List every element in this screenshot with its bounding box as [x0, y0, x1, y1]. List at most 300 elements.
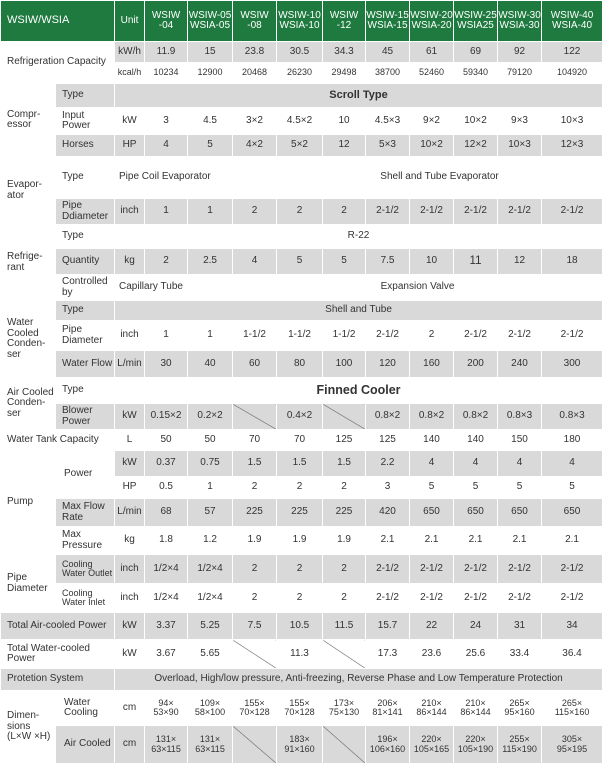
value-cell: 0.8×3 [542, 404, 602, 430]
water-condenser-flow-row [1, 351, 602, 378]
value-cell: 2 [277, 584, 323, 613]
air-condenser-blower-row [1, 404, 602, 430]
value-cell: 120 [366, 351, 410, 378]
value-cell: 1 [145, 199, 188, 225]
compressor-horses-row [1, 135, 602, 157]
value-cell: 5 [188, 135, 233, 157]
value-cell: 104920 [542, 63, 602, 84]
value-cell: 2.1 [410, 527, 454, 555]
value-cell: 11.9 [145, 42, 188, 63]
evaporator-type-a: Pipe Coil Evaporator [115, 157, 277, 199]
header-unit: Unit [115, 1, 145, 42]
empty-cell [233, 404, 277, 430]
value-cell: 300 [542, 351, 602, 378]
value-cell: 11.5 [323, 613, 366, 640]
value-cell: 1 [145, 321, 188, 351]
unit-cell: inch [115, 321, 145, 351]
value-cell: 12×3 [542, 135, 602, 157]
value-cell: 0.37 [145, 451, 188, 477]
value-cell: 240 [498, 351, 542, 378]
value-cell: 1-1/2 [277, 321, 323, 351]
row-label: Type [56, 157, 115, 199]
pump-label: Pump [1, 451, 56, 555]
row-label: Type [56, 84, 115, 108]
value-cell: 3×2 [233, 108, 277, 135]
empty-cell [323, 640, 366, 669]
value-cell: 2 [410, 321, 454, 351]
row-label: Water Cooling [56, 691, 115, 726]
row-label: Type [56, 378, 115, 404]
water-tank-row [1, 430, 602, 451]
value-cell: 1/2×4 [188, 555, 233, 584]
dim-water-row [1, 691, 602, 726]
value-cell: 5 [323, 249, 366, 275]
value-cell: 12×2 [454, 135, 498, 157]
value-cell: 3.67 [145, 640, 188, 669]
total-air-row [1, 613, 602, 640]
value-cell: 60 [233, 351, 277, 378]
value-cell: 4.5 [188, 108, 233, 135]
value-cell: 5.65 [188, 640, 233, 669]
row-label: Controlled by [56, 275, 115, 301]
evaporator-type-b: Shell and Tube Evaporator [277, 157, 602, 199]
refrigerant-type-value: R-22 [115, 225, 602, 249]
value-cell: 1.8 [145, 527, 188, 555]
value-cell: 23.6 [410, 640, 454, 669]
value-cell: 2 [323, 199, 366, 225]
value-cell: 15 [188, 42, 233, 63]
value-cell: 0.5 [145, 477, 188, 499]
unit-cell: kW [115, 613, 145, 640]
evaporator-label: Evapor-ator [1, 157, 56, 225]
refrigerant-ctrl-row [1, 275, 602, 301]
pipe-diameter-label: Pipe Diameter [1, 555, 56, 613]
value-cell: 173× 75×130 [323, 691, 366, 726]
value-cell: 33.4 [498, 640, 542, 669]
value-cell: 2 [277, 555, 323, 584]
empty-cell [323, 404, 366, 430]
value-cell: 1.9 [323, 527, 366, 555]
protection-label: Protetion System [1, 669, 115, 691]
header-model: WSIW-15 WSIA-15 [366, 1, 410, 42]
value-cell: 2-1/2 [410, 199, 454, 225]
value-cell: 4×2 [233, 135, 277, 157]
value-cell: 23.8 [233, 42, 277, 63]
value-cell: 38700 [366, 63, 410, 84]
value-cell: 1-1/2 [323, 321, 366, 351]
value-cell: 2 [323, 477, 366, 499]
air-condenser-type-row [1, 378, 602, 404]
value-cell: 0.8×3 [498, 404, 542, 430]
value-cell: 650 [498, 499, 542, 527]
row-label: Power [56, 451, 115, 499]
row-label: Type [56, 301, 115, 321]
header-model: WSIW-10 WSIA-10 [277, 1, 323, 42]
value-cell: 150 [498, 430, 542, 451]
value-cell: 1.5 [277, 451, 323, 477]
unit-cell: kW [115, 640, 145, 669]
header-model: WSIW-25 WSIA25 [454, 1, 498, 42]
value-cell: 24 [454, 613, 498, 640]
unit-cell: HP [115, 135, 145, 157]
pump-flow-row [1, 499, 602, 527]
value-cell: 30.5 [277, 42, 323, 63]
value-cell: 1/2×4 [188, 584, 233, 613]
header-model: WSIW-40 WSIA-40 [542, 1, 602, 42]
value-cell: 11.3 [277, 640, 323, 669]
row-label: Pipe Diameter [56, 321, 115, 351]
value-cell: 34.3 [323, 42, 366, 63]
value-cell: 1 [188, 199, 233, 225]
value-cell: 100 [323, 351, 366, 378]
protection-value: Overload, High/low pressure, Anti-freezing, Reverse Phase and Low Temperature Protection [115, 669, 602, 691]
compressor-label: Compr-essor [1, 84, 56, 157]
value-cell: 9×2 [410, 108, 454, 135]
value-cell: 1.2 [188, 527, 233, 555]
value-cell: 12900 [188, 63, 233, 84]
row-label: Cooling Water Outlet [56, 555, 115, 584]
value-cell: 36.4 [542, 640, 602, 669]
value-cell: 10×2 [454, 108, 498, 135]
water-condenser-type-value: Shell and Tube [115, 301, 602, 321]
value-cell: 1-1/2 [233, 321, 277, 351]
value-cell: 2 [323, 584, 366, 613]
unit-cell: kW [115, 108, 145, 135]
air-condenser-label: Air Cooled Conden-ser [1, 378, 56, 430]
value-cell: 2-1/2 [454, 321, 498, 351]
value-cell: 210× 86×144 [410, 691, 454, 726]
value-cell: 125 [366, 430, 410, 451]
value-cell: 0.8×2 [366, 404, 410, 430]
unit-cell: kW [115, 404, 145, 430]
value-cell: 200 [454, 351, 498, 378]
value-cell: 5×2 [277, 135, 323, 157]
refrigerant-type-row [1, 225, 602, 249]
value-cell: 155× 70×128 [277, 691, 323, 726]
value-cell: 1/2×4 [145, 584, 188, 613]
empty-cell [233, 726, 277, 764]
value-cell: 2-1/2 [542, 199, 602, 225]
value-cell: 2.1 [542, 527, 602, 555]
value-cell: 140 [410, 430, 454, 451]
value-cell: 0.15×2 [145, 404, 188, 430]
value-cell: 220× 105×190 [454, 726, 498, 764]
pipe-inlet-row [1, 584, 602, 613]
value-cell: 206× 81×141 [366, 691, 410, 726]
value-cell: 2-1/2 [542, 584, 602, 613]
unit-cell: kW/h [115, 42, 145, 63]
value-cell: 109× 58×100 [188, 691, 233, 726]
unit-cell: inch [115, 584, 145, 613]
unit-cell: cm [115, 691, 145, 726]
value-cell: 265× 115×160 [542, 691, 602, 726]
value-cell: 2-1/2 [498, 321, 542, 351]
value-cell: 26230 [277, 63, 323, 84]
water-condenser-pipe-row [1, 321, 602, 351]
value-cell: 0.2×2 [188, 404, 233, 430]
value-cell: 5 [410, 477, 454, 499]
value-cell: 1.9 [233, 527, 277, 555]
value-cell: 69 [454, 42, 498, 63]
value-cell: 11 [454, 249, 498, 275]
value-cell: 0.75 [188, 451, 233, 477]
value-cell: 4.5×2 [277, 108, 323, 135]
value-cell: 7.5 [366, 249, 410, 275]
value-cell: 2-1/2 [454, 584, 498, 613]
header-model: WSIW-30 WSIA-30 [498, 1, 542, 42]
value-cell: 5.25 [188, 613, 233, 640]
value-cell: 92 [498, 42, 542, 63]
value-cell: 1.9 [277, 527, 323, 555]
value-cell: 155× 70×128 [233, 691, 277, 726]
value-cell: 52460 [410, 63, 454, 84]
value-cell: 10234 [145, 63, 188, 84]
value-cell: 1/2×4 [145, 555, 188, 584]
row-label: Max Pressure [56, 527, 115, 555]
unit-cell: inch [115, 199, 145, 225]
value-cell: 7.5 [233, 613, 277, 640]
value-cell: 2 [323, 555, 366, 584]
compressor-type-value: Scroll Type [115, 84, 602, 108]
value-cell: 94× 53×90 [145, 691, 188, 726]
value-cell: 68 [145, 499, 188, 527]
value-cell: 2-1/2 [410, 555, 454, 584]
value-cell: 3.37 [145, 613, 188, 640]
value-cell: 650 [410, 499, 454, 527]
row-label: Air Cooled [56, 726, 115, 764]
value-cell: 2-1/2 [366, 199, 410, 225]
row-label: Blower Power [56, 404, 115, 430]
value-cell: 220× 105×165 [410, 726, 454, 764]
unit-cell: L [115, 430, 145, 451]
value-cell: 4 [542, 451, 602, 477]
value-cell: 0.8×2 [454, 404, 498, 430]
water-condenser-label: Water Cooled Conden-ser [1, 301, 56, 378]
empty-cell [233, 640, 277, 669]
value-cell: 0.8×2 [410, 404, 454, 430]
protection-row [1, 669, 602, 691]
value-cell: 4 [145, 135, 188, 157]
value-cell: 9×3 [498, 108, 542, 135]
value-cell: 2 [233, 477, 277, 499]
value-cell: 2.1 [454, 527, 498, 555]
total-water-row [1, 640, 602, 669]
value-cell: 79120 [498, 63, 542, 84]
refrigerant-qty-row [1, 249, 602, 275]
value-cell: 1 [188, 321, 233, 351]
value-cell: 70 [277, 430, 323, 451]
value-cell: 140 [454, 430, 498, 451]
empty-cell [323, 726, 366, 764]
unit-cell: kg [115, 527, 145, 555]
value-cell: 650 [542, 499, 602, 527]
compressor-input-row [1, 108, 602, 135]
value-cell: 420 [366, 499, 410, 527]
value-cell: 61 [410, 42, 454, 63]
value-cell: 31 [498, 613, 542, 640]
value-cell: 10×2 [410, 135, 454, 157]
value-cell: 1 [188, 477, 233, 499]
value-cell: 70 [233, 430, 277, 451]
value-cell: 5 [277, 249, 323, 275]
value-cell: 1.5 [323, 451, 366, 477]
value-cell: 30 [145, 351, 188, 378]
value-cell: 10.5 [277, 613, 323, 640]
value-cell: 122 [542, 42, 602, 63]
value-cell: 305× 95×195 [542, 726, 602, 764]
value-cell: 180 [542, 430, 602, 451]
value-cell: 50 [145, 430, 188, 451]
value-cell: 2-1/2 [498, 555, 542, 584]
value-cell: 2-1/2 [498, 584, 542, 613]
value-cell: 2 [277, 477, 323, 499]
total-air-label: Total Air-cooled Power [1, 613, 115, 640]
value-cell: 265× 95×160 [498, 691, 542, 726]
value-cell: 2 [233, 199, 277, 225]
value-cell: 196× 106×160 [366, 726, 410, 764]
row-label: Water Flow [56, 351, 115, 378]
value-cell: 2-1/2 [366, 321, 410, 351]
refrigerant-ctrl-b: Expansion Valve [233, 275, 602, 301]
value-cell: 57 [188, 499, 233, 527]
value-cell: 0.4×2 [277, 404, 323, 430]
unit-cell: HP [115, 477, 145, 499]
refrigeration-label: Refrigeration Capacity [1, 42, 115, 84]
air-condenser-type-value: Finned Cooler [115, 378, 602, 404]
value-cell: 4.5×3 [366, 108, 410, 135]
value-cell: 2 [145, 249, 188, 275]
row-label: Type [56, 225, 115, 249]
value-cell: 131× 63×115 [145, 726, 188, 764]
value-cell: 5×3 [366, 135, 410, 157]
value-cell: 2 [233, 584, 277, 613]
header-row [1, 1, 602, 42]
row-label: Max Flow Rate [56, 499, 115, 527]
value-cell: 2.1 [498, 527, 542, 555]
value-cell: 20468 [233, 63, 277, 84]
row-label: Quantity [56, 249, 115, 275]
value-cell: 225 [277, 499, 323, 527]
value-cell: 10×3 [542, 108, 602, 135]
total-water-label: Total Water-cooled Power [1, 640, 115, 669]
value-cell: 183× 91×160 [277, 726, 323, 764]
refrigeration-kw-row [1, 42, 602, 63]
header-model: WSIW-20 WSIA-20 [410, 1, 454, 42]
value-cell: 2.5 [188, 249, 233, 275]
value-cell: 5 [498, 477, 542, 499]
value-cell: 2 [233, 555, 277, 584]
dimensions-label: Dimen-sions (L×W ×H) [1, 691, 56, 764]
value-cell: 1.5 [233, 451, 277, 477]
header-model: WSIW-05 WSIA-05 [188, 1, 233, 42]
value-cell: 12 [498, 249, 542, 275]
value-cell: 2-1/2 [410, 584, 454, 613]
dim-air-row [1, 726, 602, 764]
value-cell: 50 [188, 430, 233, 451]
water-condenser-type-row [1, 301, 602, 321]
water-tank-label: Water Tank Capacity [1, 430, 115, 451]
value-cell: 3 [366, 477, 410, 499]
value-cell: 131× 63×115 [188, 726, 233, 764]
unit-cell: kW [115, 451, 145, 477]
evaporator-type-row [1, 157, 602, 199]
value-cell: 4 [454, 451, 498, 477]
unit-cell: L/min [115, 351, 145, 378]
unit-cell: L/min [115, 499, 145, 527]
value-cell: 17.3 [366, 640, 410, 669]
value-cell: 2 [277, 199, 323, 225]
header-model: WSIW -08 [233, 1, 277, 42]
value-cell: 160 [410, 351, 454, 378]
unit-cell: inch [115, 555, 145, 584]
value-cell: 40 [188, 351, 233, 378]
value-cell: 5 [454, 477, 498, 499]
value-cell: 10 [323, 108, 366, 135]
value-cell: 2.1 [366, 527, 410, 555]
value-cell: 210× 86×144 [454, 691, 498, 726]
header-model: WSIW -12 [323, 1, 366, 42]
pump-kw-row [1, 451, 602, 477]
value-cell: 2-1/2 [366, 555, 410, 584]
value-cell: 59340 [454, 63, 498, 84]
refrigerant-ctrl-a: Capillary Tube [115, 275, 233, 301]
row-label: Pipe Ddiameter [56, 199, 115, 225]
value-cell: 15.7 [366, 613, 410, 640]
value-cell: 2-1/2 [454, 555, 498, 584]
row-label: Cooling Water Inlet [56, 584, 115, 613]
value-cell: 650 [454, 499, 498, 527]
value-cell: 3 [145, 108, 188, 135]
header-model: WSIW -04 [145, 1, 188, 42]
value-cell: 34 [542, 613, 602, 640]
value-cell: 5 [542, 477, 602, 499]
value-cell: 2-1/2 [542, 321, 602, 351]
value-cell: 18 [542, 249, 602, 275]
value-cell: 125 [323, 430, 366, 451]
header-brand: WSIW/WSIA [1, 1, 115, 42]
value-cell: 25.6 [454, 640, 498, 669]
value-cell: 2-1/2 [454, 199, 498, 225]
value-cell: 2-1/2 [366, 584, 410, 613]
value-cell: 22 [410, 613, 454, 640]
value-cell: 2.2 [366, 451, 410, 477]
value-cell: 255× 115×190 [498, 726, 542, 764]
unit-cell: cm [115, 726, 145, 764]
value-cell: 45 [366, 42, 410, 63]
row-label: Input Power [56, 108, 115, 135]
value-cell: 225 [323, 499, 366, 527]
value-cell: 4 [410, 451, 454, 477]
evaporator-pipe-row [1, 199, 602, 225]
value-cell: 80 [277, 351, 323, 378]
row-label: Horses [56, 135, 115, 157]
unit-cell: kg [115, 249, 145, 275]
value-cell: 12 [323, 135, 366, 157]
value-cell: 10×3 [498, 135, 542, 157]
value-cell: 225 [233, 499, 277, 527]
refrigerant-label: Refrige-rant [1, 225, 56, 301]
value-cell: 4 [498, 451, 542, 477]
value-cell: 4 [233, 249, 277, 275]
value-cell: 2-1/2 [542, 555, 602, 584]
unit-cell: kcal/h [115, 63, 145, 84]
value-cell: 29498 [323, 63, 366, 84]
pipe-outlet-row [1, 555, 602, 584]
pump-pressure-row [1, 527, 602, 555]
value-cell: 10 [410, 249, 454, 275]
compressor-type-row [1, 84, 602, 108]
value-cell: 2-1/2 [498, 199, 542, 225]
